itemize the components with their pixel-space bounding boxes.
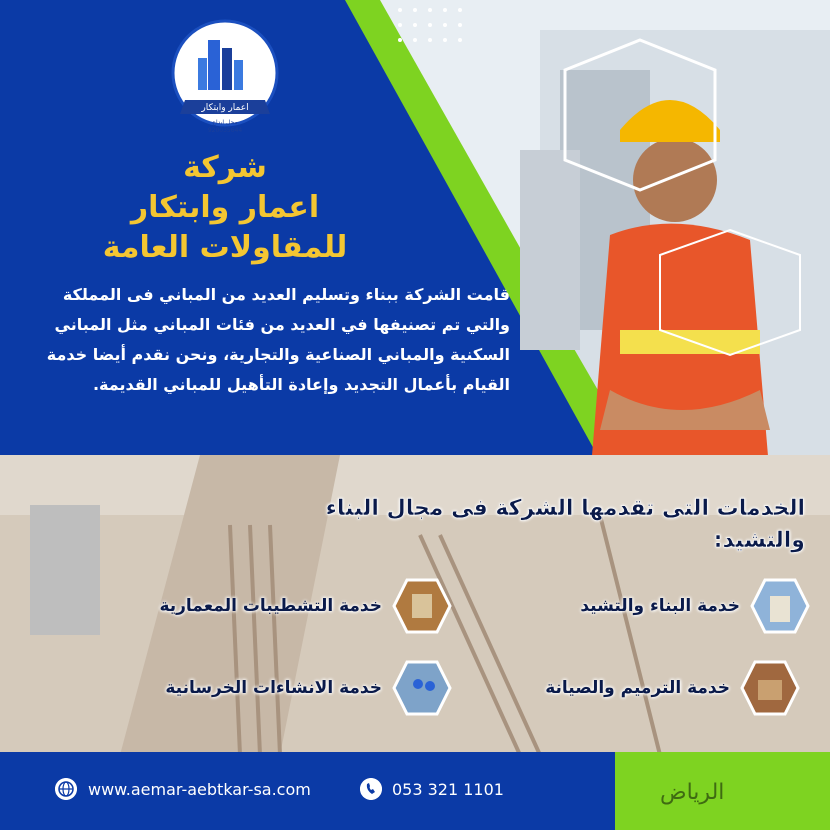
services-title: الخدمات التى تقدمها الشركة فى مجال البناء والتشيد:	[325, 496, 805, 553]
website-link[interactable]: www.aemar-aebtkar-sa.com	[88, 780, 311, 799]
service-concrete	[165, 660, 452, 716]
service-renovation	[545, 660, 800, 716]
concrete-icon	[392, 660, 452, 716]
service-construction	[580, 578, 810, 634]
svg-text:محل ابداع: محل ابداع	[212, 119, 238, 126]
svg-text:اعمار وابتكار: اعمار وابتكار	[201, 103, 249, 113]
company-title-line3: للمقاولات العامة	[102, 230, 348, 265]
company-title-line2: اعمار وابتكار	[130, 190, 320, 225]
company-title-line1: شركة	[183, 150, 267, 185]
service-label: خدمة التشطيبات المعمارية	[159, 596, 382, 616]
renovation-icon	[740, 660, 800, 716]
interior-icon	[392, 578, 452, 634]
phone-icon	[360, 778, 382, 800]
service-label: خدمة الانشاءات الخرسانية	[165, 678, 382, 698]
decorative-dots	[395, 5, 475, 55]
company-description: قامت الشركة ببناء وتسليم العديد من المباني فى المملكة والتي تم تصنيفها في العديد من فئات المباني مثل المباني السكنية والمباني الصناعية والتجارية، ونحن نقدم أيضا خدمة القيام بأعمال التجديد وإعادة التأهيل للمباني القديمة.	[46, 285, 510, 394]
service-finishing	[159, 578, 452, 634]
city-label: الرياض	[660, 780, 725, 805]
service-label: خدمة البناء والتشيد	[580, 596, 740, 616]
building-icon	[750, 578, 810, 634]
globe-icon	[55, 778, 77, 800]
company-logo	[170, 18, 280, 136]
phone-number[interactable]: 053 321 1101	[392, 780, 504, 799]
worker-photo	[500, 30, 830, 480]
svg-text:920035644: 920035644	[207, 127, 243, 134]
service-label: خدمة الترميم والصيانة	[545, 678, 730, 698]
